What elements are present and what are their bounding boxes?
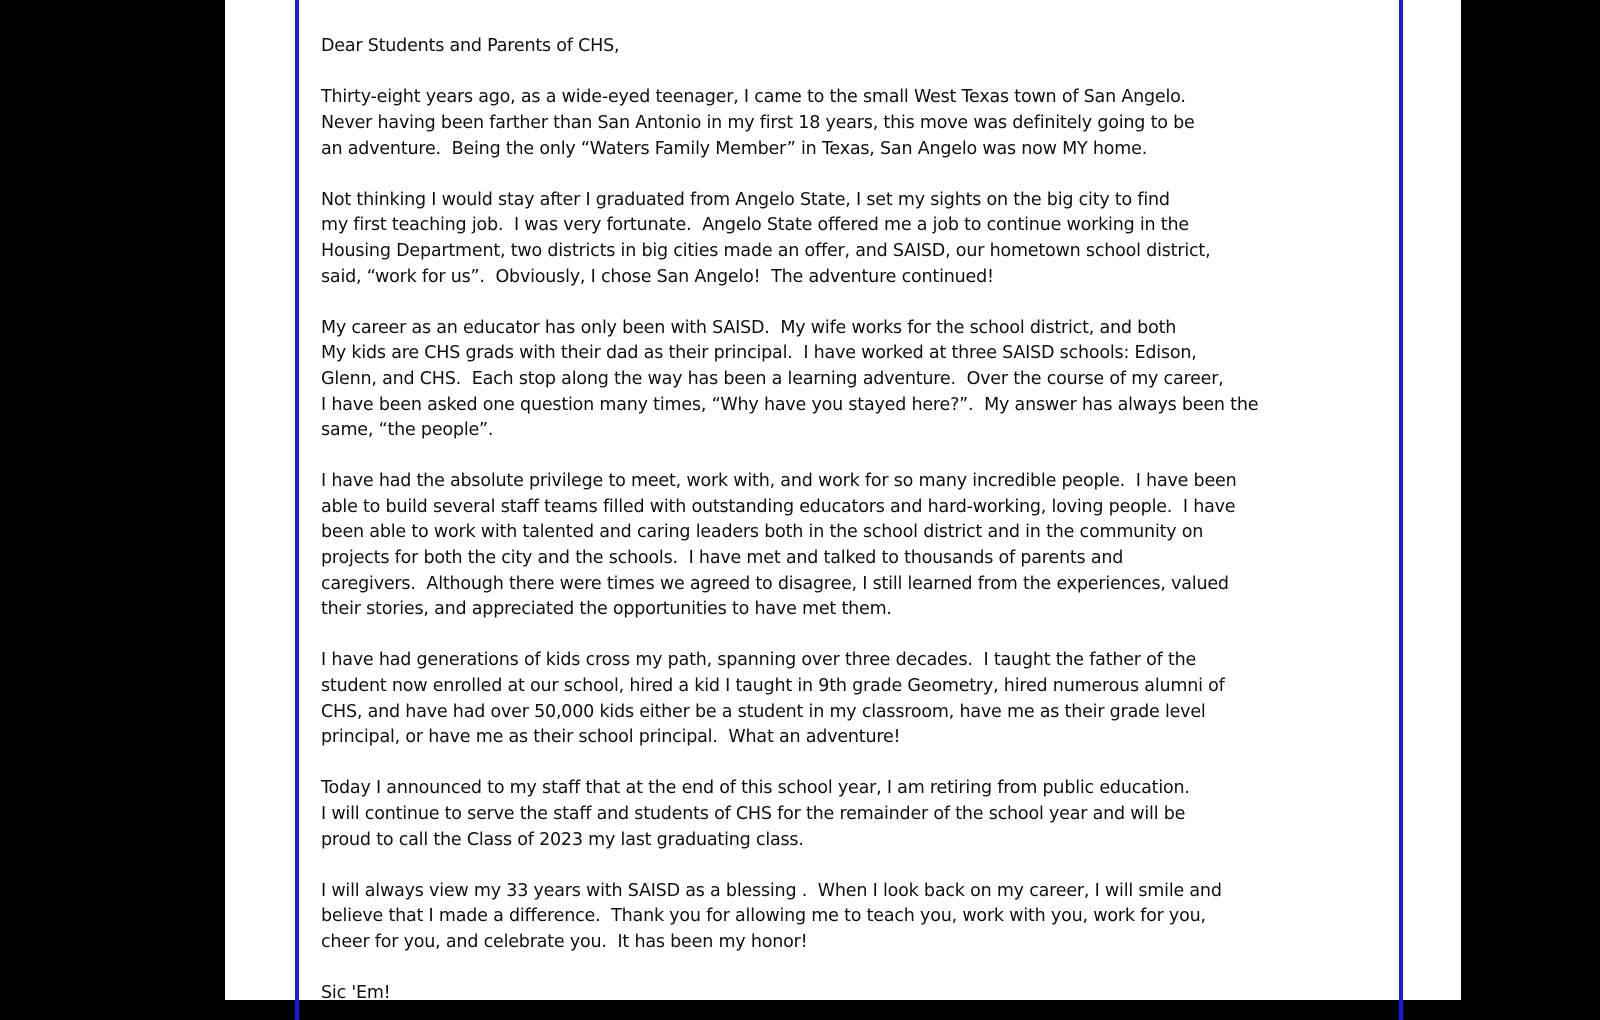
paragraph-1 bbox=[321, 85, 1351, 162]
paragraph-5 bbox=[321, 648, 1351, 750]
text-line: their stories, and appreciated the opportunities to have met them. bbox=[321, 599, 892, 620]
closing: Sic 'Em! bbox=[321, 983, 391, 1004]
text-line: Never having been farther than San Antonio in my first 18 years, this move was definitely going to be bbox=[321, 112, 1195, 133]
text-line: said, “work for us”. Obviously, I chose San Angelo! The adventure continued! bbox=[321, 266, 994, 287]
text-line: Housing Department, two districts in big cities made an offer, and SAISD, our hometown school district, bbox=[321, 240, 1211, 261]
text-line: Today I announced to my staff that at the end of this school year, I am retiring from public education. bbox=[321, 778, 1190, 799]
text-line: Thirty-eight years ago, as a wide-eyed teenager, I came to the small West Texas town of San Angelo. bbox=[321, 87, 1186, 108]
paragraph-4 bbox=[321, 469, 1351, 623]
text-line: principal, or have me as their school principal. What an adventure! bbox=[321, 727, 901, 748]
text-line: same, “the people”. bbox=[321, 420, 494, 441]
text-line: proud to call the Class of 2023 my last graduating class. bbox=[321, 829, 804, 850]
text-line: I will continue to serve the staff and students of CHS for the remainder of the school year and will be bbox=[321, 804, 1186, 824]
text-line: I have had the absolute privilege to meet, work with, and work for so many incredible people. I have been bbox=[321, 471, 1237, 492]
text-line: My career as an educator has only been with SAISD. My wife works for the school district, and both bbox=[321, 317, 1177, 338]
paragraph-2 bbox=[321, 188, 1351, 290]
cut-off-top-line bbox=[321, 0, 1351, 9]
text-line: I will always view my 33 years with SAISD as a blessing . When I look back on my career, I will smile and bbox=[321, 880, 1222, 901]
text-line: an adventure. Being the only “Waters Family Member” in Texas, San Angelo was now MY home. bbox=[321, 138, 1148, 159]
text-line: projects for both the city and the schools. I have met and talked to thousands of parents and bbox=[321, 548, 1124, 569]
text-line: caregivers. Although there were times we agreed to disagree, I still learned from the experiences, valued bbox=[321, 573, 1229, 594]
document-page bbox=[225, 0, 1461, 1004]
text-line: I have been asked one question many times, “Why have you stayed here?”. My answer has always been the bbox=[321, 394, 1259, 415]
text-line: My kids are CHS grads with their dad as their principal. I have worked at three SAISD schools: Edison, bbox=[321, 343, 1197, 364]
text-line: Not thinking I would stay after I graduated from Angelo State, I set my sights on the big city to find bbox=[321, 189, 1170, 210]
text-line: been able to work with talented and caring leaders both in the school district and in the community on bbox=[321, 522, 1204, 543]
salutation: Dear Students and Parents of CHS, bbox=[321, 36, 620, 57]
paragraph-6 bbox=[321, 776, 1351, 853]
paragraph-7 bbox=[321, 879, 1351, 956]
paragraph-3 bbox=[321, 316, 1351, 444]
text-line: my first teaching job. I was very fortunate. Angelo State offered me a job to continue working in the bbox=[321, 215, 1189, 236]
text-line: I have had generations of kids cross my path, spanning over three decades. I taught the father of the bbox=[321, 650, 1197, 671]
letter-body bbox=[321, 0, 1351, 1007]
text-line: CHS, and have had over 50,000 kids either be a student in my classroom, have me as their grade level bbox=[321, 701, 1206, 722]
text-line: able to build several staff teams filled with outstanding educators and hard-working, loving people. I have bbox=[321, 496, 1236, 517]
text-line: believe that I made a difference. Thank you for allowing me to teach you, work with you, work for you, bbox=[321, 906, 1206, 927]
text-line: cheer for you, and celebrate you. It has been my honor! bbox=[321, 931, 808, 952]
text-line: student now enrolled at our school, hired a kid I taught in 9th grade Geometry, hired numerous alumni of bbox=[321, 676, 1225, 697]
text-line: Glenn, and CHS. Each stop along the way has been a learning adventure. Over the course of my career, bbox=[321, 368, 1224, 389]
